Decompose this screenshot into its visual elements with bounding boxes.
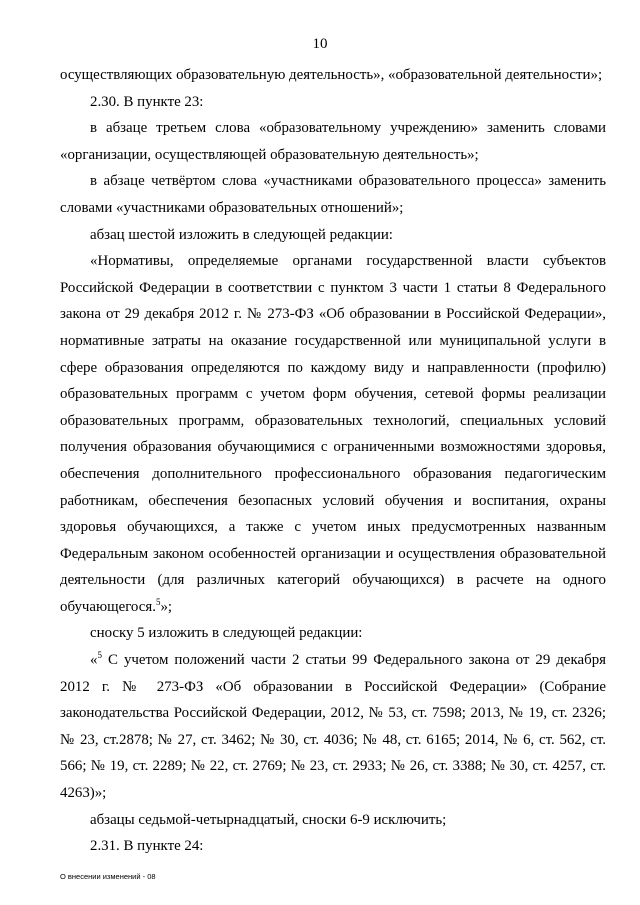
clause-2-31-heading: 2.31. В пункте 24: [90,838,204,855]
paragraph-exclusion: абзацы седьмой-четырнадцатый, сноски 6-9 исключить; [90,811,447,828]
paragraph-third-amendment: в абзаце третьем слова «образовательному учреждению» заменить словами «организации, осуществляющей образовательную деятельность»; [60,120,606,163]
footnote-5-new-text [60,647,606,807]
footnote-5-text: С учетом положений части 2 статьи 99 Федерального закона от 29 декабря 2012 г. № 273-ФЗ «Об образовании в Российской Федерации» (Собрание законодательства Российской Федерации, 2012, № 53, ст. 7598; 2013, № 19, ст. 2326; № 23, ст.2878; № 27, ст. 3462; № 30, ст. 4036; № 48, ст. 6165; 2014, № 6, ст. 562, ст. 566; № 19, ст. 2289; № 22, ст. 2769; № 23, ст. 2933; № 26, ст. 3388; № 30, ст. 4257, ст. 4263)»; [60,652,606,802]
paragraph-continuation: осуществляющих образовательную деятельность», «образовательной деятельности»; [60,67,603,83]
footnote-5-lead: « [90,652,98,669]
page-number: 10 [312,36,328,52]
clause-2-30-heading: 2.30. В пункте 23: [90,93,204,110]
footnote-marker: 5 [97,650,102,661]
footnote-marker: 5 [155,596,161,607]
document-footer: О внесении изменений - 08 [60,872,156,881]
paragraph-sixth-intro: абзац шестой изложить в следующей редакции: [90,226,393,243]
footnote-5-intro: сноску 5 изложить в следующей редакции: [90,625,363,642]
paragraph-sixth-text: «Нормативы, определяемые органами государственной власти субъектов Российской Федерации в соответствии с пунктом 3 части 1 статьи 8 Федерального закона от 29 декабря 2012 г. № 273-ФЗ «Об образовании в Российской Федерации», нормативные затраты на оказание государственной или муниципальной услуги в сфере образования определяются по каждому виду и направленности (профилю) образовательных программ с учетом форм обучения, сетевой формы реализации образовательных программ, образовательных технологий, специальных условий получения образования обучающимися с ограниченными возможностями здоровья, обеспечения дополнительного профессионального образования педагогическим работникам, обеспечения безопасных условий обучения и воспитания, охраны здоровья обучающихся, а также с учетом иных предусмотренных названным Федеральным законом особенностей организации и осуществления образовательной деятельности (для различных категорий обучающихся) в расчете на одного обучающегося. [60,253,606,615]
document-body [60,62,606,860]
paragraph-sixth-new-text [60,248,606,620]
paragraph-fourth-amendment: в абзаце четвёртом слова «участниками образовательного процесса» заменить словами «участниками образовательных отношений»; [60,173,606,216]
paragraph-sixth-tail: »; [160,598,173,615]
